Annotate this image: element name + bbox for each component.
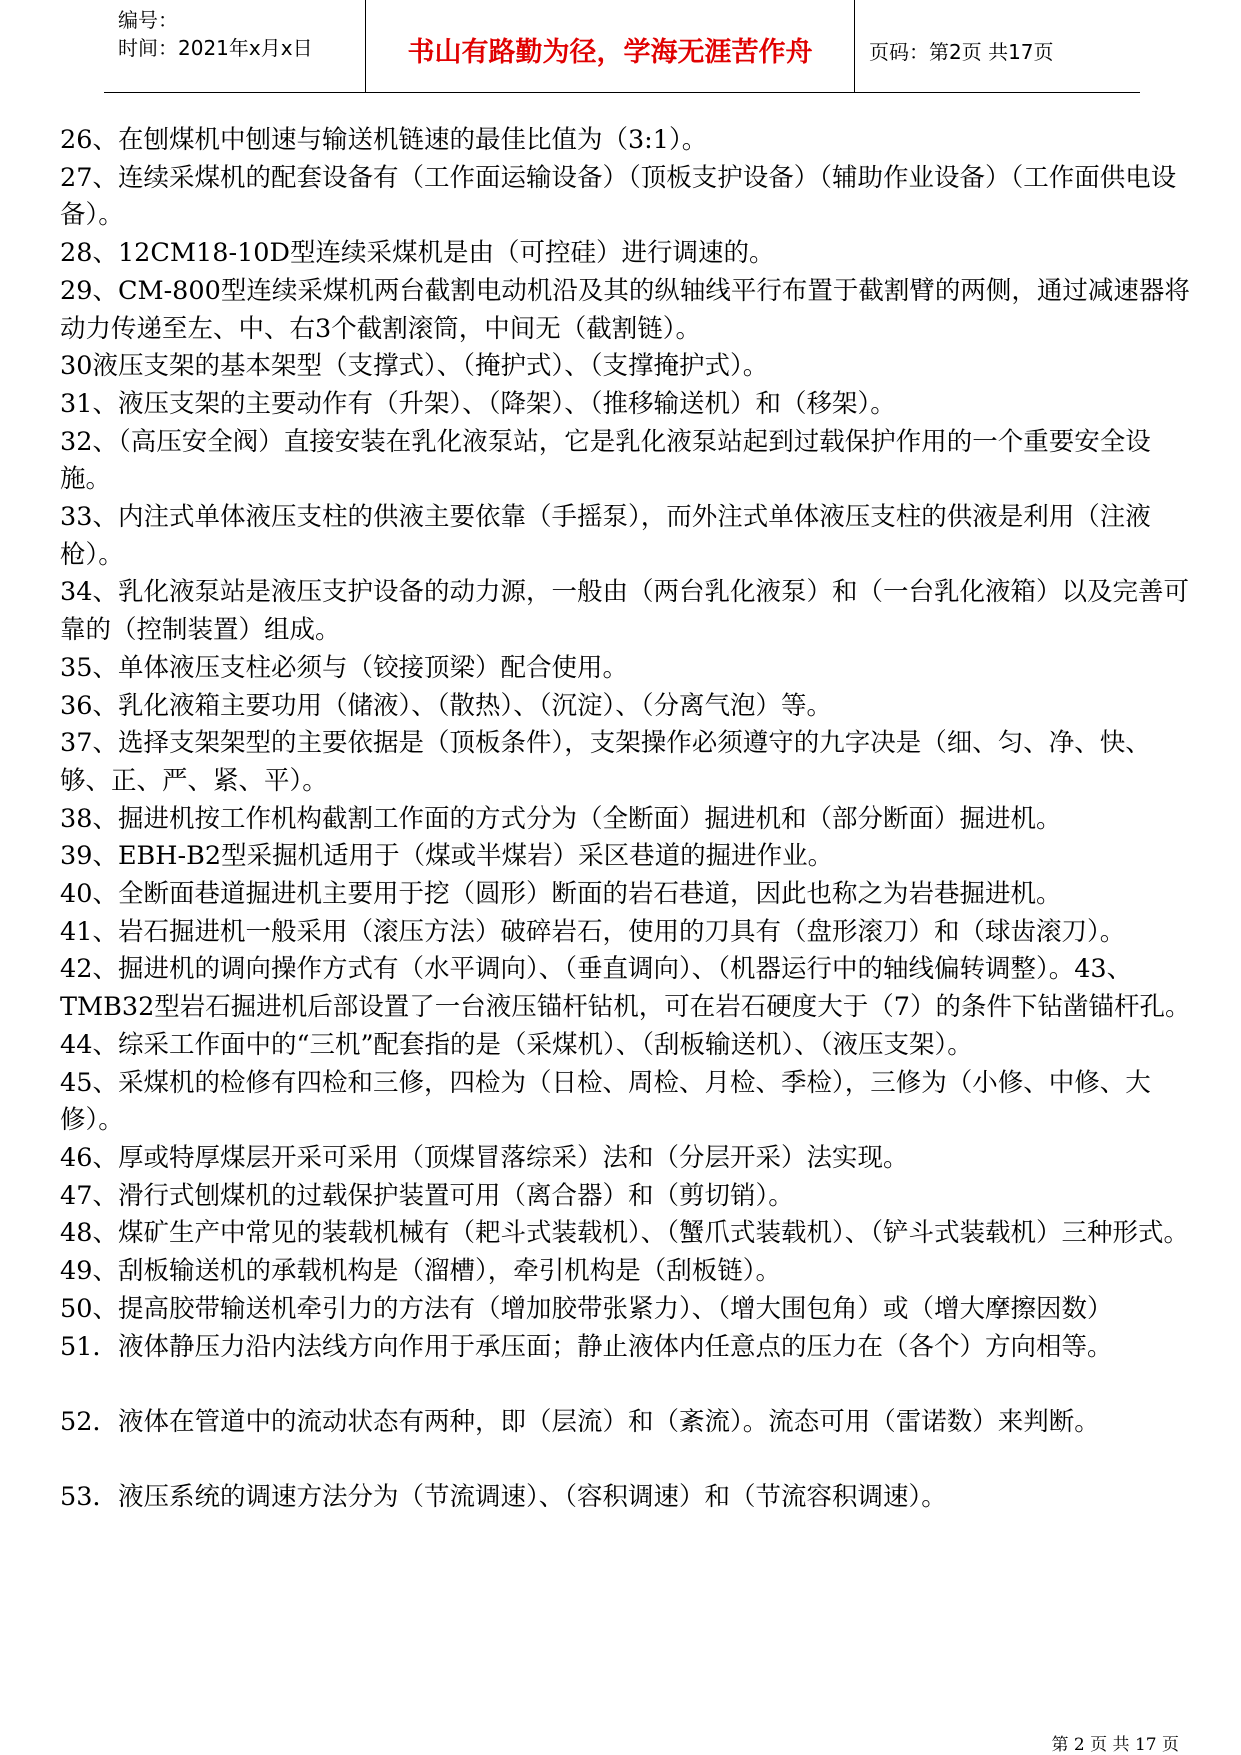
header-meta-cell xyxy=(104,0,366,92)
question-34: 34、乳化液泵站是液压支护设备的动力源，一般由（两台乳化液泵）和（一台乳化液箱）以及完善可靠的（控制装置）组成。 xyxy=(60,577,1189,646)
question-29: 29、CM-800型连续采煤机两台截割电动机沿及其的纵轴线平行布置于截割臂的两侧，通过减速器将动力传递至左、中、右3个截割滚筒，中间无（截割链）。 xyxy=(60,275,1190,344)
header-page-cell xyxy=(855,0,1140,92)
document-number-label: 编号： xyxy=(118,8,178,32)
question-26: 26、在刨煤机中刨速与输送机链速的最佳比值为（3:1）。 xyxy=(60,125,708,155)
question-33: 33、内注式单体液压支柱的供液主要依靠（手摇泵），而外注式单体液压支柱的供液是利用（注液枪）。 xyxy=(60,502,1151,570)
question-53: 53．液压系统的调速方法分为（节流调速）、（容积调速）和（节流容积调速）。 xyxy=(60,1482,947,1513)
question-31: 31、液压支架的主要动作有（升架）、（降架）、（推移输送机）和（移架）。 xyxy=(60,388,896,419)
question-41: 41、岩石掘进机一般采用（滚压方法）破碎岩石，使用的刀具有（盘形滚刀）和（球齿滚刀）。 xyxy=(60,916,1126,947)
question-28: 28、12CM18-10D型连续采煤机是由（可控硅）进行调速的。 xyxy=(60,238,775,269)
question-36: 36、乳化液箱主要功用（储液）、（散热）、（沉淀）、（分离气泡）等。 xyxy=(60,690,832,721)
question-52: 52．液体在管道中的流动状态有两种，即（层流）和（紊流）。流态可用（雷诺数）来判断。 xyxy=(60,1406,1100,1437)
question-46: 46、厚或特厚煤层开采可采用（顶煤冒落综采）法和（分层开采）法实现。 xyxy=(60,1142,909,1173)
question-40: 40、全断面巷道掘进机主要用于挖（圆形）断面的岩石巷道，因此也称之为岩巷掘进机。 xyxy=(60,879,1062,910)
question-44: 44、综采工作面中的“三机”配套指的是（采煤机）、（刮板输送机）、（液压支架）。 xyxy=(60,1029,973,1060)
question-48: 48、煤矿生产中常见的装载机械有（耙斗式装载机）、（蟹爪式装载机）、（铲斗式装载机）三种形式。 xyxy=(60,1218,1189,1249)
question-32: 32、（高压安全阀）直接安装在乳化液泵站，它是乳化液泵站起到过载保护作用的一个重要安全设施。 xyxy=(60,426,1151,495)
question-42-43: 42、掘进机的调向操作方式有（水平调向）、（垂直调向）、（机器运行中的轴线偏转调整）。43、TMB32型岩石掘进机后部设置了一台液压锚杆钻机，可在岩石硬度大于（7）的条件下钻凿锚杆孔。 xyxy=(60,954,1191,1023)
question-39: 39、EBH-B2型采掘机适用于（煤或半煤岩）采区巷道的掘进作业。 xyxy=(60,841,834,872)
question-35: 35、单体液压支柱必须与（铰接顶梁）配合使用。 xyxy=(60,652,628,683)
question-37: 37、选择支架架型的主要依据是（顶板条件），支架操作必须遵守的九字决是（细、匀、净、快、够、正、严、紧、平）。 xyxy=(60,728,1151,796)
question-49: 49、刮板输送机的承载机构是（溜槽），牵引机构是（刮板链）。 xyxy=(60,1256,781,1287)
page-header xyxy=(104,0,1140,93)
question-51: 51．液体静压力沿内法线方向作用于承压面；静止液体内任意点的压力在（各个）方向相等。 xyxy=(60,1331,1113,1362)
question-30: 30液压支架的基本架型（支撑式）、（掩护式）、（支撑掩护式）。 xyxy=(60,351,769,382)
question-50: 50、提高胶带输送机牵引力的方法有（增加胶带张紧力）、（增大围包角）或（增大摩擦因数） xyxy=(60,1293,1113,1324)
question-45: 45、采煤机的检修有四检和三修，四检为（日检、周检、月检、季检），三修为（小修、中修、大修）。 xyxy=(60,1067,1151,1136)
header-motto-cell xyxy=(366,0,855,92)
question-47: 47、滑行式刨煤机的过载保护装置可用（离合器）和（剪切销）。 xyxy=(60,1180,794,1211)
question-38: 38、掘进机按工作机构截割工作面的方式分为（全断面）掘进机和（部分断面）掘进机。 xyxy=(60,803,1062,834)
document-time-label: 时间：2021年x月x日 xyxy=(118,36,313,60)
question-27: 27、连续采煤机的配套设备有（工作面运输设备）（顶板支护设备）（辅助作业设备）（工作面供电设备）。 xyxy=(60,162,1177,231)
motto-text: 书山有路勤为径，学海无涯苦作舟 xyxy=(407,37,813,68)
header-page-info: 页码：第2页 共17页 xyxy=(869,40,1054,64)
document-body xyxy=(60,122,1200,1517)
page-footer: 第 2 页 共 17 页 xyxy=(1051,1735,1179,1755)
